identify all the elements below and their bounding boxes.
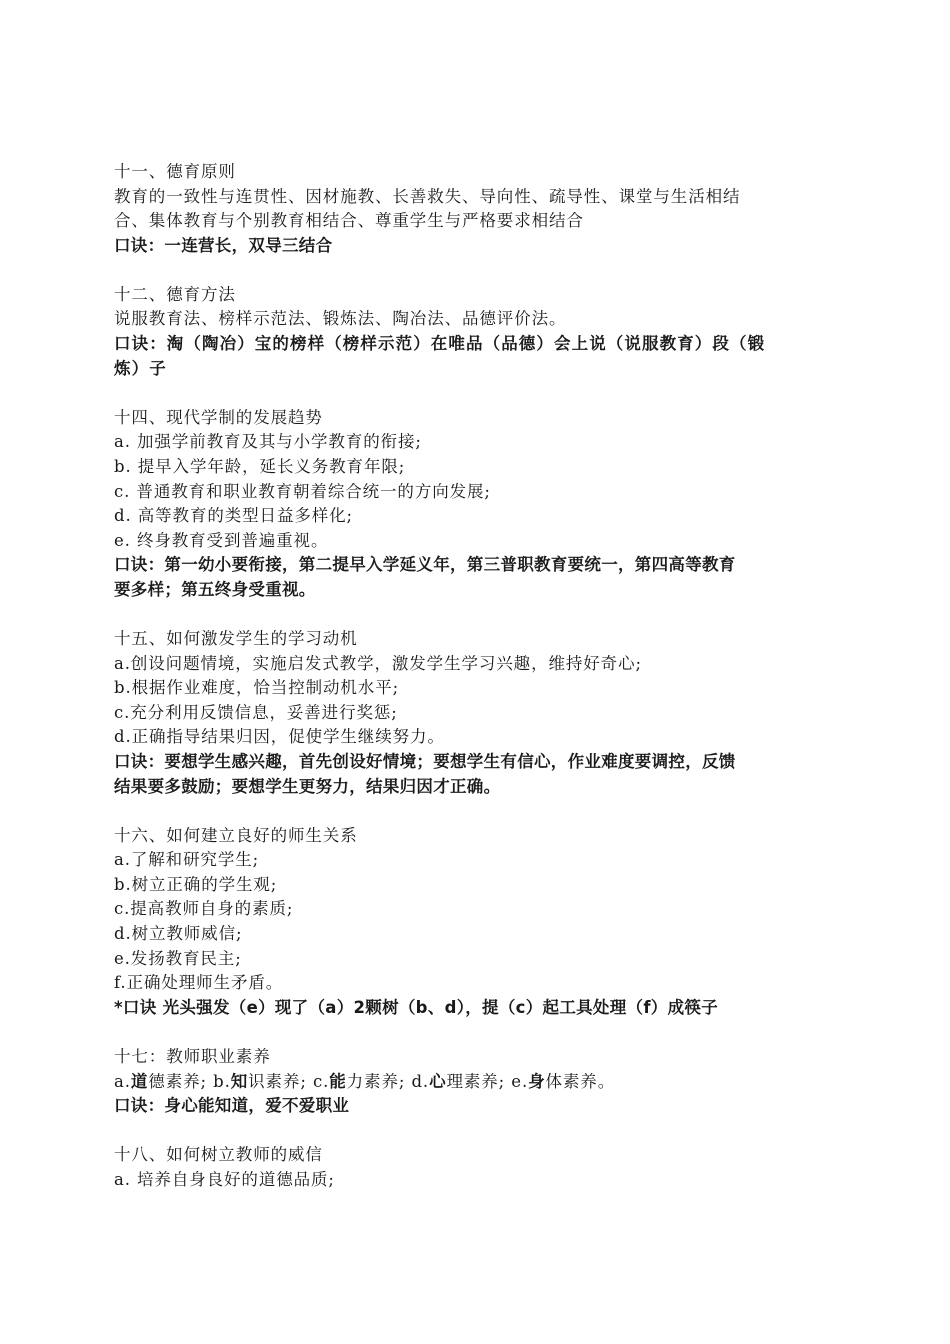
section-title: 十一、德育原则 xyxy=(114,162,236,181)
list-item: c. 普通教育和职业教育朝着综合统一的方向发展; xyxy=(114,481,491,501)
quality-prefix: c. xyxy=(312,1071,330,1091)
mnemonic-line: 炼）子 xyxy=(114,358,167,378)
mnemonic-line: 口诀：第一幼小要衔接，第二提早入学延义年，第三普职教育要统一，第四高等教育 xyxy=(114,555,736,575)
section-teacher-prestige xyxy=(114,1143,842,1192)
mnemonic-line: 结果要多鼓励；要想学生更努力，结果归因才正确。 xyxy=(114,776,501,796)
list-item: d.正确指导结果归因，促使学生继续努力。 xyxy=(114,727,445,747)
section-title: 十七：教师职业素养 xyxy=(114,1046,271,1066)
quality-key: 心 xyxy=(429,1071,447,1091)
list-item: a.创设问题情境，实施启发式教学，激发学生学习兴趣，维持好奇心; xyxy=(114,653,642,673)
section-moral-education-principles xyxy=(114,160,842,258)
quality-rest: 理素养; xyxy=(446,1071,512,1091)
list-item: a. 培养自身良好的道德品质; xyxy=(114,1169,335,1189)
quality-key: 身 xyxy=(528,1071,546,1091)
list-item: d. 高等教育的类型日益多样化; xyxy=(114,506,354,526)
quality-prefix: d. xyxy=(411,1071,430,1091)
section-title: 十五、如何激发学生的学习动机 xyxy=(114,629,358,648)
section-title: 十八、如何树立教师的威信 xyxy=(114,1145,323,1165)
quality-rest: 识素养; xyxy=(248,1071,313,1091)
list-item: d.树立教师威信; xyxy=(114,924,243,944)
mnemonic-line: *口诀 光头强发（e）现了（a）2颗树（b、d），提（c）起工具处理（f）成筷子 xyxy=(114,997,719,1017)
section-teacher-professional-qualities xyxy=(114,1045,842,1119)
body-line: 合、集体教育与个别教育相结合、尊重学生与严格要求相结合 xyxy=(114,211,584,231)
quality-rest: 德素养; xyxy=(148,1071,214,1091)
list-item: e. 终身教育受到普遍重视。 xyxy=(114,530,329,550)
section-moral-education-methods xyxy=(114,283,842,381)
quality-key: 道 xyxy=(130,1071,149,1091)
section-title: 十六、如何建立良好的师生关系 xyxy=(114,825,358,845)
list-item: b.树立正确的学生观; xyxy=(114,874,278,894)
quality-prefix: b. xyxy=(213,1071,231,1091)
section-teacher-student-relationship xyxy=(114,824,842,1021)
quality-rest: 力素养; xyxy=(346,1071,412,1091)
quality-rest: 体素养。 xyxy=(545,1071,616,1091)
list-item: a.了解和研究学生; xyxy=(114,850,260,870)
list-item: b. 提早入学年龄，延长义务教育年限; xyxy=(114,456,406,476)
body-line: 教育的一致性与连贯性、因材施教、长善救失、导向性、疏导性、课堂与生活相结 xyxy=(114,186,741,206)
section-title: 十二、德育方法 xyxy=(114,284,236,304)
list-item: c.提高教师自身的素质; xyxy=(114,899,294,919)
quality-prefix: e. xyxy=(511,1071,529,1091)
quality-key: 知 xyxy=(230,1071,249,1091)
mnemonic-line: 要多样；第五终身受重视。 xyxy=(114,579,316,599)
mnemonic-line: 口诀：身心能知道，爱不爱职业 xyxy=(114,1096,350,1116)
body-line: 说服教育法、榜样示范法、锻炼法、陶冶法、品德评价法。 xyxy=(114,309,567,329)
list-item: e.发扬教育民主; xyxy=(114,948,242,968)
quality-key: 能 xyxy=(329,1071,347,1091)
list-item: f.正确处理师生矛盾。 xyxy=(114,973,284,993)
mnemonic-line: 口诀：要想学生感兴趣，首先创设好情境；要想学生有信心，作业难度要调控，反馈 xyxy=(114,751,736,771)
list-item: b.根据作业难度，恰当控制动机水平; xyxy=(114,678,400,698)
list-item: a. 加强学前教育及其与小学教育的衔接; xyxy=(114,432,422,452)
mnemonic-line: 口诀：一连营长，双导三结合 xyxy=(114,235,333,255)
section-school-system-trends xyxy=(114,406,842,603)
section-title: 十四、现代学制的发展趋势 xyxy=(114,407,323,427)
section-learning-motivation xyxy=(114,627,842,799)
mnemonic-line: 口诀：淘（陶冶）宝的榜样（榜样示范）在唯品（品德）会上说（说服教育）段（锻 xyxy=(114,334,766,354)
qualities-line xyxy=(114,1070,842,1095)
list-item: c.充分利用反馈信息，妥善进行奖惩; xyxy=(114,702,398,722)
quality-prefix: a. xyxy=(114,1071,131,1091)
